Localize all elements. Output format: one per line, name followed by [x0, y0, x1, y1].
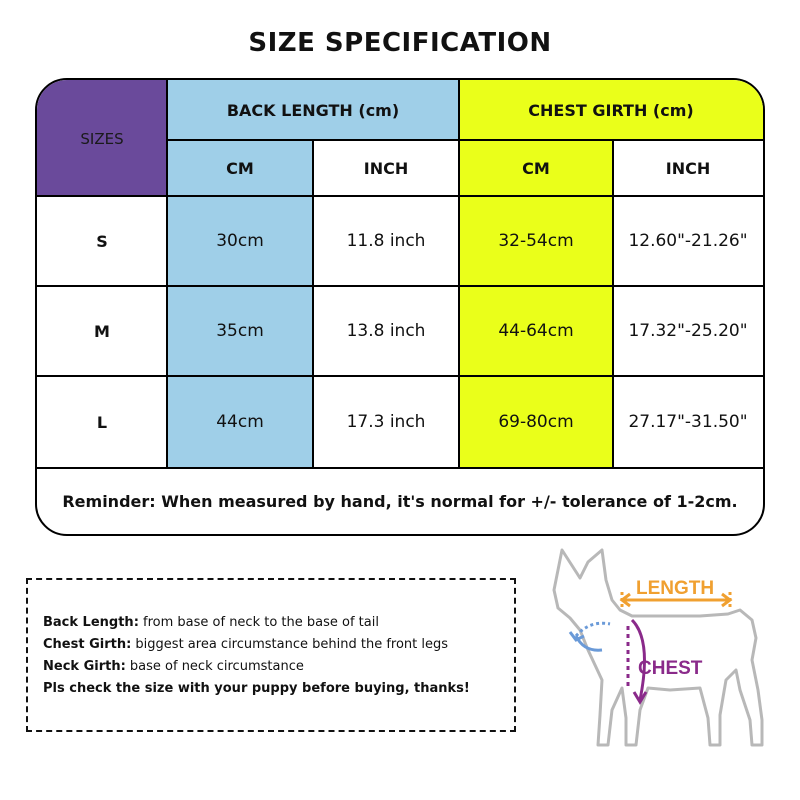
grid-line	[167, 139, 763, 141]
dog-measurement-diagram	[540, 540, 790, 790]
back-cm-cell: 35cm	[167, 286, 313, 376]
note-back-length	[43, 612, 514, 634]
back-length-header	[167, 80, 459, 140]
subheader-back-inch: INCH	[363, 158, 409, 178]
back-cm-cell: 30cm	[167, 196, 313, 286]
grid-line	[37, 285, 763, 287]
note-check-size	[43, 678, 514, 700]
chest-girth-header-label: CHEST GIRTH (cm)	[528, 100, 694, 120]
chest-label: CHEST	[638, 658, 703, 679]
grid-line	[166, 80, 168, 468]
grid-line	[37, 375, 763, 377]
page-title: SIZE SPECIFICATION	[248, 28, 552, 58]
back-inch-cell: 11.8 inch	[346, 231, 426, 251]
chest-cm-cell: 69-80cm	[459, 376, 613, 468]
note-text: base of neck circumstance	[125, 659, 304, 674]
note-neck-girth	[43, 656, 514, 678]
note-chest-girth	[43, 634, 514, 656]
note-label: Back Length:	[43, 615, 139, 630]
size-table	[35, 78, 765, 536]
subheader-chest-cm: CM	[459, 140, 613, 196]
chest-inch-cell: 17.32"-25.20"	[628, 321, 748, 341]
note-text: from base of neck to the base of tail	[138, 615, 379, 630]
chest-girth-header	[459, 80, 763, 140]
size-cell: S	[96, 231, 108, 251]
grid-line	[458, 80, 460, 468]
chest-inch-cell: 27.17"-31.50"	[628, 412, 748, 432]
chest-inch-cell: 12.60"-21.26"	[628, 231, 748, 251]
measurement-notes	[26, 578, 516, 732]
grid-line	[312, 140, 314, 468]
note-label: Neck Girth:	[43, 659, 126, 674]
sizes-header-label: SIZES	[80, 130, 124, 148]
grid-line	[612, 140, 614, 468]
size-cell: M	[94, 321, 110, 341]
chest-cm-cell: 44-64cm	[459, 286, 613, 376]
chest-cm-cell: 32-54cm	[459, 196, 613, 286]
back-inch-cell: 13.8 inch	[346, 321, 426, 341]
subheader-chest-inch: INCH	[665, 158, 711, 178]
back-cm-cell: 44cm	[167, 376, 313, 468]
subheader-back-cm: CM	[167, 140, 313, 196]
back-length-header-label: BACK LENGTH (cm)	[226, 100, 400, 120]
size-cell: L	[96, 412, 108, 432]
sizes-header	[37, 80, 167, 196]
tolerance-reminder: Reminder: When measured by hand, it's normal for +/- tolerance of 1-2cm.	[62, 491, 738, 511]
length-label: LENGTH	[636, 578, 715, 599]
back-inch-cell: 17.3 inch	[346, 412, 426, 432]
grid-line	[37, 195, 763, 197]
note-label: Pls check the size with your puppy before buying, thanks!	[43, 681, 470, 696]
note-text: biggest area circumstance behind the front legs	[131, 637, 449, 652]
note-label: Chest Girth:	[43, 637, 132, 652]
